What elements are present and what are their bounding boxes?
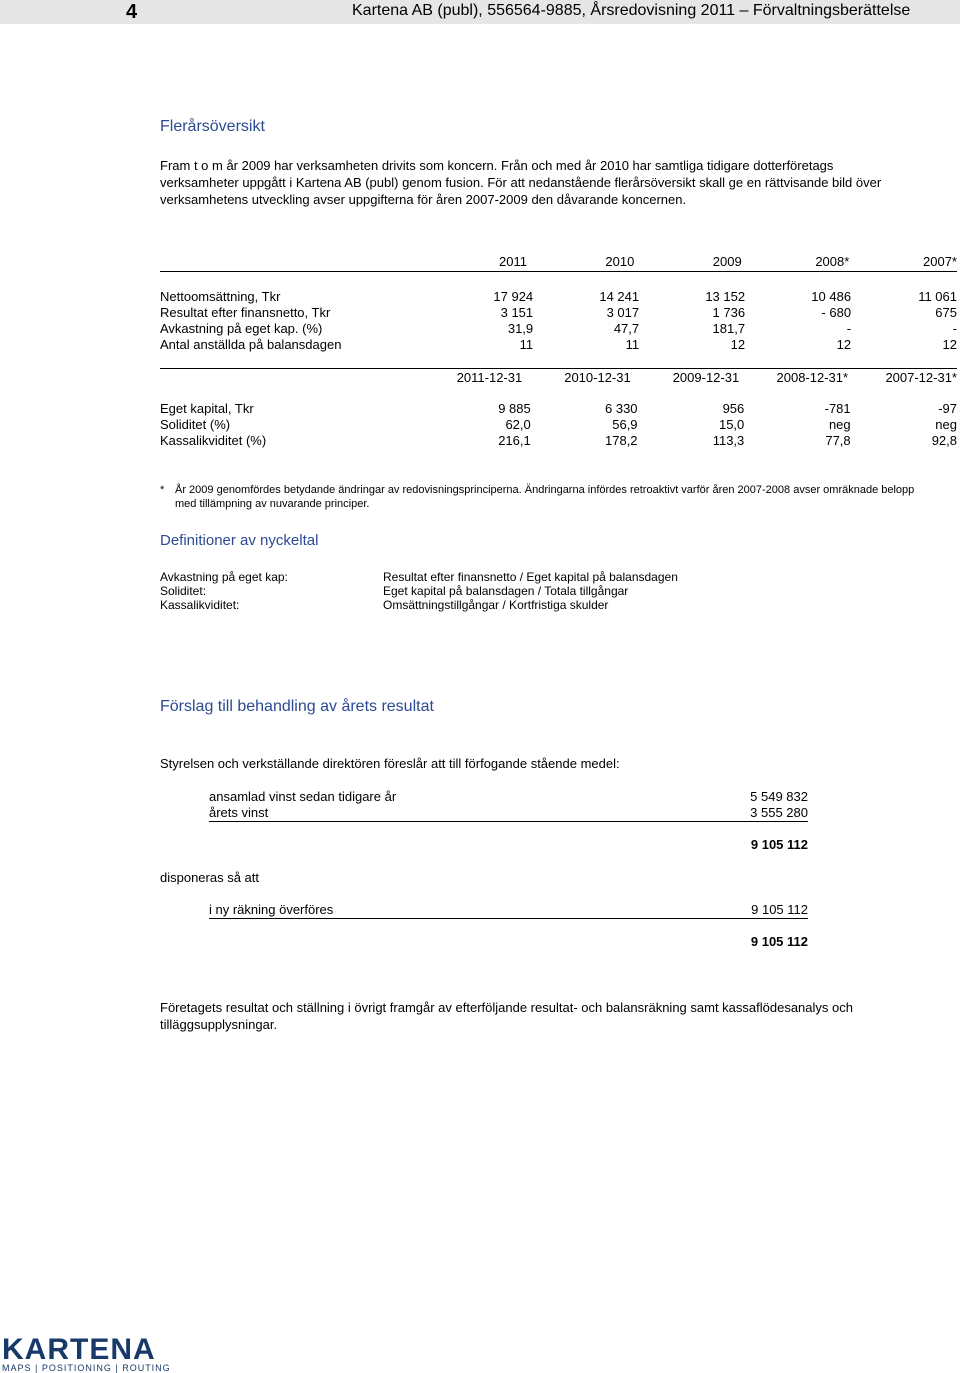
disposition-items <box>209 902 808 919</box>
table-cell: 11 061 <box>918 289 957 304</box>
row-label: Soliditet (%) <box>160 417 231 432</box>
table-row <box>160 321 957 337</box>
table-cell: neg <box>828 417 851 432</box>
definition-term: Soliditet: <box>160 584 207 598</box>
definition-text: Omsättningstillgångar / Kortfristiga skulder <box>383 598 609 612</box>
proposal-line-amount: 3 555 280 <box>750 805 808 820</box>
table-cell: - <box>952 321 957 336</box>
row-label: Nettoomsättning, Tkr <box>160 289 281 304</box>
definitions-list <box>160 570 880 612</box>
row-label: Antal anställda på balansdagen <box>160 337 342 352</box>
footnote-marker: * <box>160 484 165 496</box>
table-cell: 11 <box>625 337 640 352</box>
proposal-line <box>209 805 808 822</box>
table-cell: 3 017 <box>606 305 640 320</box>
table-row <box>160 337 957 353</box>
table-row <box>160 401 957 417</box>
proposal-total: 9 105 112 <box>750 837 808 852</box>
disposition-line-label: i ny räkning överföres <box>209 902 334 917</box>
disposition-line <box>209 902 808 919</box>
table-cell: 31,9 <box>507 321 534 336</box>
table-cell: 62,0 <box>505 417 531 432</box>
table-cell: -781 <box>824 401 851 416</box>
table-cell: 675 <box>935 305 957 320</box>
definition-row <box>160 584 880 598</box>
table-cell: 47,7 <box>613 321 640 336</box>
logo-tagline: MAPS | POSITIONING | ROUTING <box>2 1363 171 1373</box>
table-cell: 77,8 <box>825 433 851 448</box>
table-cell: 956 <box>722 401 745 416</box>
disposition-label: disponeras så att <box>160 870 260 885</box>
table-cell: 12 <box>836 337 852 352</box>
table-cell: 181,7 <box>712 321 746 336</box>
disposition-total: 9 105 112 <box>750 934 808 949</box>
company-logo <box>2 1333 171 1373</box>
table-header-row <box>160 370 957 386</box>
row-label: Kassalikviditet (%) <box>160 433 267 448</box>
table-cell: 13 152 <box>705 289 746 304</box>
table-cell: - 680 <box>821 305 852 320</box>
column-header: 2009 <box>712 254 742 269</box>
table-cell: 14 241 <box>599 289 640 304</box>
table-cell: 12 <box>942 337 957 352</box>
table-cell: 17 924 <box>493 289 534 304</box>
definition-term: Avkastning på eget kap: <box>160 570 288 584</box>
table-row <box>160 305 957 321</box>
definition-term: Kassalikviditet: <box>160 598 240 612</box>
table-cell: 92,8 <box>931 433 957 448</box>
table-cell: 11 <box>519 337 534 352</box>
table-row <box>160 433 957 449</box>
column-header: 2011 <box>498 254 527 269</box>
proposal-heading: Förslag till behandling av årets resultat <box>160 698 434 715</box>
table-cell: 216,1 <box>498 433 531 448</box>
definition-row <box>160 598 880 612</box>
table-cell: 9 885 <box>498 401 531 416</box>
column-header: 2009-12-31 <box>672 370 740 385</box>
column-header: 2008* <box>815 254 850 269</box>
table-cell: 6 330 <box>605 401 638 416</box>
kpi-table-2 <box>160 368 957 449</box>
page-number: 4 <box>126 1 138 23</box>
definition-text: Resultat efter finansnetto / Eget kapital på balansdagen <box>383 570 678 584</box>
top-rule <box>160 368 957 369</box>
definition-row <box>160 570 880 584</box>
column-header: 2010 <box>605 254 635 269</box>
definitions-heading: Definitioner av nyckeltal <box>160 532 319 549</box>
table-cell: 10 486 <box>811 289 852 304</box>
column-header: 2010-12-31 <box>564 370 631 385</box>
overview-heading: Flerårsöversikt <box>160 118 265 135</box>
proposal-line <box>209 789 808 805</box>
table-cell: neg <box>935 417 957 432</box>
table-cell: 56,9 <box>612 417 638 432</box>
proposal-intro: Styrelsen och verkställande direktören föreslår att till förfogande stående medel: <box>160 756 620 771</box>
table-cell: -97 <box>938 401 957 416</box>
proposal-line-amount: 5 549 832 <box>750 789 808 804</box>
table-cell: 178,2 <box>605 433 638 448</box>
table-cell: 12 <box>730 337 746 352</box>
table-row <box>160 289 957 305</box>
proposal-items <box>209 789 808 822</box>
row-label: Eget kapital, Tkr <box>160 401 254 416</box>
overview-intro: Fram t o m år 2009 har verksamheten drivits som koncern. Från och med år 2010 har samtliga tidigare dotterföretags verksamheter uppgått i Kartena AB (publ) genom fusion. För att nedanstående flerårsöversikt skall ge en rättvisande bild över verksamhetens utveckling avser uppgifterna för åren 2007-2009 den dåvarande koncernen. <box>160 158 882 207</box>
definition-text: Eget kapital på balansdagen / Totala tillgångar <box>383 584 629 598</box>
logo-wordmark: KARTENA <box>2 1333 156 1366</box>
table-cell: - <box>846 321 852 336</box>
proposal-line-label: ansamlad vinst sedan tidigare år <box>209 789 397 804</box>
table-row <box>160 417 957 433</box>
kpi-table-1 <box>160 254 957 353</box>
footnote-text: År 2009 genomfördes betydande ändringar av redovisningsprinciperna. Ändringarna infördes retroaktivt varför åren 2007-2008 avser omräknade belopp med tillämpning av nuvarande principer. <box>175 484 915 510</box>
disposition-line-amount: 9 105 112 <box>751 902 808 917</box>
row-label: Avkastning på eget kap. (%) <box>160 321 323 336</box>
table-cell: 1 736 <box>712 305 746 320</box>
column-header: 2011-12-31 <box>456 370 523 385</box>
column-header: 2008-12-31* <box>776 370 849 385</box>
table-header-row <box>160 254 957 270</box>
table-cell: 113,3 <box>712 433 745 448</box>
column-header: 2007-12-31* <box>885 370 957 385</box>
closing-text: Företagets resultat och ställning i övrigt framgår av efterföljande resultat- och balansräkning samt kassaflödesanalys och tilläggsupplysningar. <box>160 1000 853 1032</box>
column-header: 2007* <box>923 254 957 269</box>
header-rule <box>160 271 957 272</box>
row-label: Resultat efter finansnetto, Tkr <box>160 305 331 320</box>
table-cell: 15,0 <box>718 417 745 432</box>
proposal-line-label: årets vinst <box>209 805 269 820</box>
table-cell: 3 151 <box>500 305 534 320</box>
running-title: Kartena AB (publ), 556564-9885, Årsredovisning 2011 – Förvaltningsberättelse <box>352 2 911 19</box>
